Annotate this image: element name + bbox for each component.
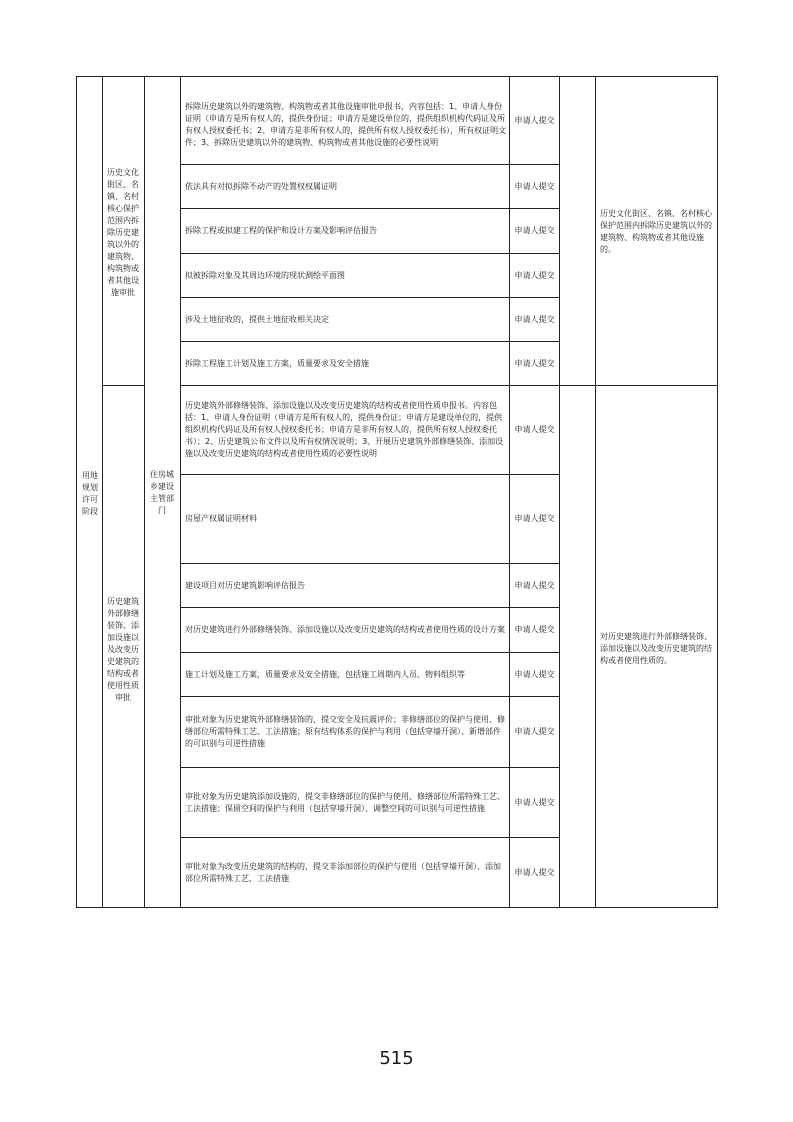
material-text: 拆除工程或拟建工程的保护和设计方案及影响评估报告: [185, 226, 377, 235]
column-divider: [144, 76, 145, 908]
submission-method: 申请人提交: [514, 425, 555, 434]
page-number: 515: [379, 1048, 414, 1069]
column-divider: [102, 76, 103, 908]
section-divider: [180, 385, 718, 386]
material-text: 施工计划及施工方案，质量要求及安全措施，包括施工周期内人员、物料组织等: [185, 669, 465, 679]
submission-method: 申请人提交: [514, 115, 555, 125]
material-row: [181, 254, 509, 297]
material-text: 涉及土地征收的，提供土地征收相关决定: [185, 314, 329, 324]
material-row: [181, 298, 509, 341]
submission-method: 申请人提交: [514, 797, 555, 807]
submission-method: 申请人提交: [514, 669, 555, 679]
material-text: 对历史建筑进行外部修缮装饰、添加设施以及改变历史建筑的结构或者使用性质的设计方案: [185, 625, 505, 634]
material-row: [181, 165, 509, 208]
note-demolition: 历史文化街区、名镇、名村核心保护范围内拆除历史建筑以外的建筑物、构筑物或者其他设施的。: [600, 209, 712, 254]
note-cell: [596, 208, 716, 256]
material-row: [181, 475, 509, 563]
column-divider: [559, 76, 560, 908]
section-divider: [102, 385, 144, 386]
stage-text: 用地规划许可阶段: [82, 471, 98, 516]
submission-method: 申请人提交: [514, 625, 555, 634]
material-row: [181, 697, 509, 767]
submission-method: 申请人提交: [514, 727, 555, 736]
material-row: [181, 768, 509, 837]
material-text: 房屋产权属证明材料: [185, 514, 257, 523]
authority-text: 住房城乡建设主管部门: [150, 470, 174, 515]
material-row: [181, 564, 509, 607]
material-row: [181, 838, 509, 907]
table-border-top: [76, 76, 718, 77]
stage-cell: [80, 458, 100, 530]
note-alteration: 对历史建筑进行外部修缮装饰、添加设施以及改变历史建筑的结构或者使用性质的。: [600, 632, 712, 665]
approval-item-cell: [104, 168, 142, 297]
submission-method: 申请人提交: [514, 514, 555, 523]
material-row: [181, 342, 509, 385]
submission-method: 申请人提交: [514, 358, 555, 368]
approval-item-demolition: 历史文化街区、名镇、名村核心保护范围内拆除历史建筑以外的建筑物、构筑物或者其他设施审批: [107, 168, 139, 297]
submission-method: 申请人提交: [514, 867, 555, 877]
submission-method: 申请人提交: [514, 314, 555, 324]
material-row: [181, 95, 509, 155]
material-text: 历史建筑外部修缮装饰、添加设施以及改变历史建筑的结构或者使用性质申报书。内容包括：1、申请人身份证明（申请方是所有权人的，提供身份证；申请方是建设单位的，提供组织机构代码证及所有权人授权委托书；申请方是非所有权人的，提供所有权人授权委托书）；2、历史建筑公布文件以及所有权情况说明；3、开展历史建筑外部修缮装饰、添加设施以及改变历史建筑的结构或者使用性质的必要性说明: [185, 401, 504, 458]
material-text: 审批对象为历史建筑添加设施的，提交非修缮部位的保护与使用、修缮部位所需特殊工艺、工法措施；保留空间的保护与利用（包括穿墙开洞）、调整空间的可识别与可逆性措施: [185, 791, 505, 813]
table-border-right: [717, 76, 718, 908]
material-row: [181, 653, 509, 696]
approval-item-alteration: 历史建筑外部修缮装饰、添加设施以及改变历史建筑的结构或者使用性质审批: [107, 597, 139, 702]
submission-method: 申请人提交: [514, 226, 555, 235]
material-row: [181, 400, 509, 460]
material-text: 建设项目对历史建筑影响评估报告: [185, 580, 305, 590]
approval-item-cell: [104, 595, 142, 705]
material-text: 审批对象为历史建筑外部修缮装饰的，提交安全及抗震评价；非修缮部位的保护与使用、修缮部位所需特殊工艺、工法措施；原有结构体系的保护与利用（包括穿墙开洞）、新增部件的可识别与可逆性措施: [185, 715, 505, 748]
material-text: 拆除历史建筑以外的建筑物、构筑物或者其他设施审批申报书，内容包括：1、申请人身份证明（申请方是所有权人的，提供身份证；申请方是建设单位的，提供组织机构代码证及所有权人授权委托书；2、申请方是非所有权人的，提供所有权人授权委托书），所有权证明文件；3、拆除历史建筑以外的建筑物、构筑物或者其他设施的必要性说明: [185, 102, 507, 147]
material-text: 审批对象为改变历史建筑的结构的，提交非添加部位的保护与使用（包括穿墙开洞）、添加部位所需特殊工艺、工法措施: [185, 861, 501, 883]
column-divider: [595, 76, 596, 908]
authority-cell: [147, 468, 177, 518]
submission-method: 申请人提交: [514, 181, 555, 191]
submission-method: 申请人提交: [514, 270, 555, 280]
material-row: [181, 209, 509, 253]
note-cell: [596, 629, 716, 669]
submission-method: 申请人提交: [514, 580, 555, 590]
material-text: 拟被拆除对象及其周边环境的现状测绘平面图: [185, 270, 345, 280]
material-row: [181, 608, 509, 652]
table-border-left: [76, 76, 77, 908]
material-text: 依法具有对拟拆除不动产的处置权权属证明: [185, 181, 337, 191]
material-text: 拆除工程施工计划及施工方案，质量要求及安全措施: [185, 358, 369, 368]
table-border-bottom: [76, 907, 718, 908]
